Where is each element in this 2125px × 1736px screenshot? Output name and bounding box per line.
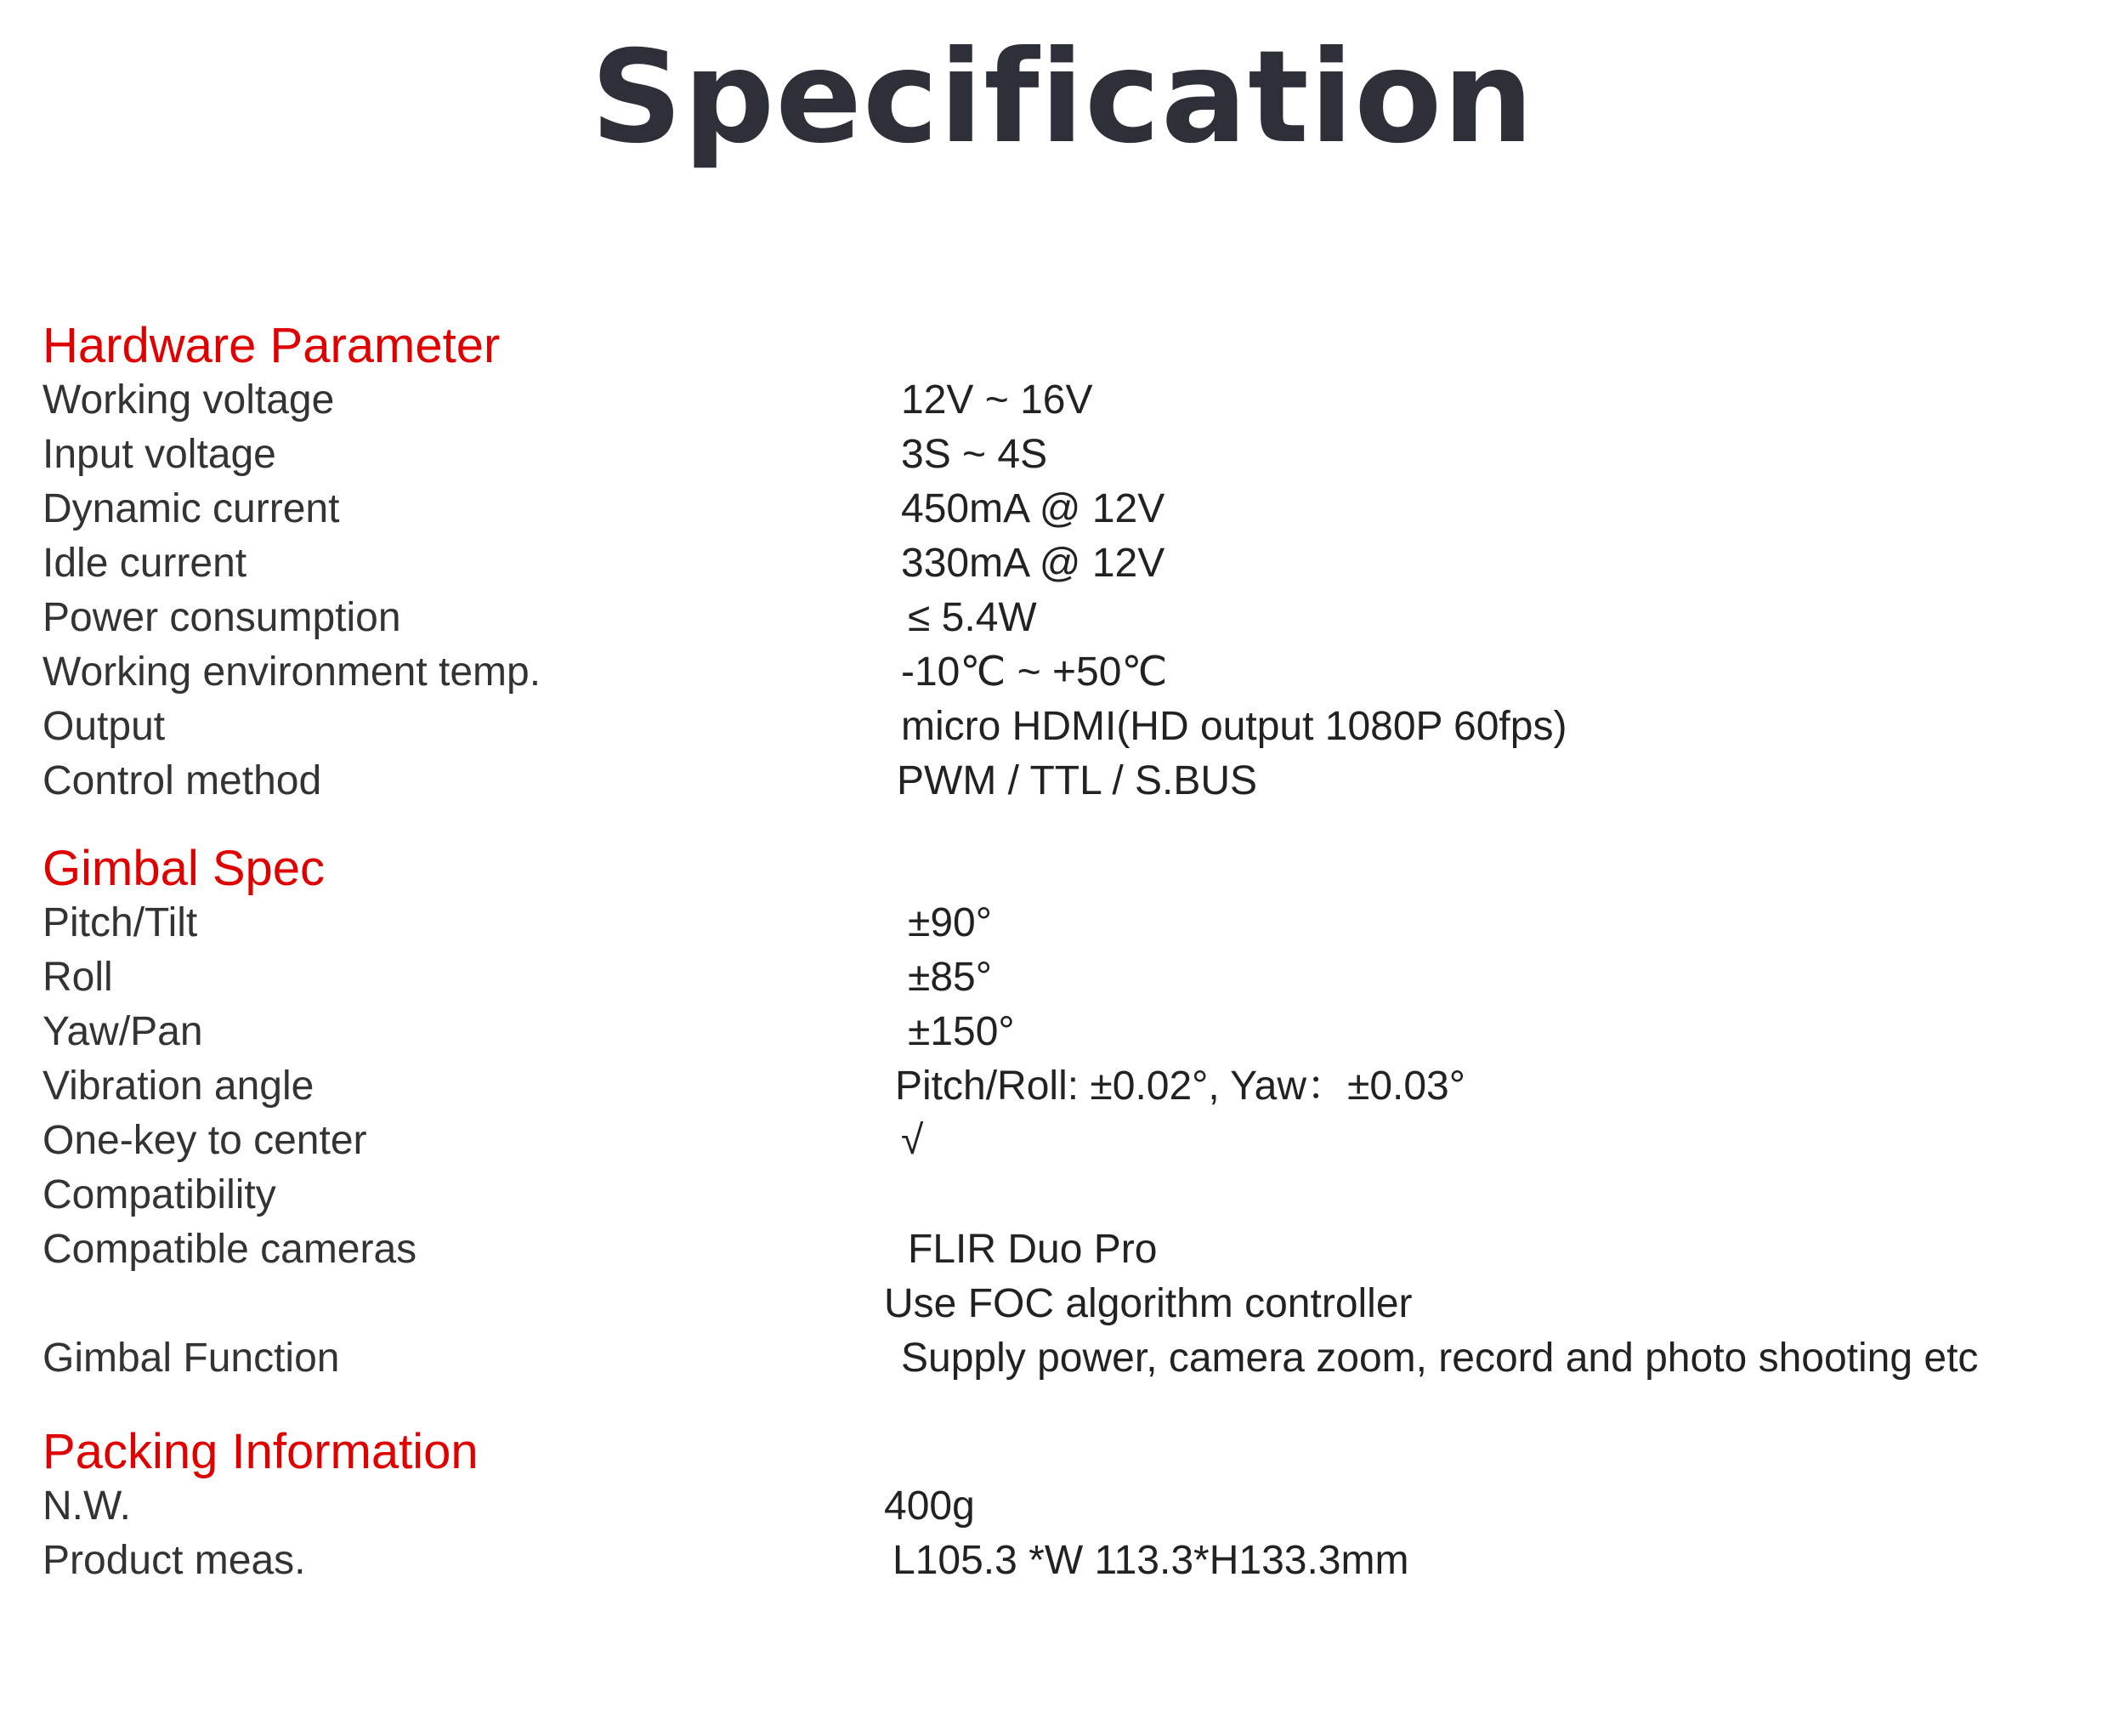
spec-value: ±90° <box>908 900 992 945</box>
spec-label: Pitch/Tilt <box>42 900 198 945</box>
spec-value: micro HDMI(HD output 1080P 60fps) <box>901 704 1567 749</box>
spec-label: Yaw/Pan <box>42 1009 203 1054</box>
spec-row-product-measurements <box>42 1534 2082 1588</box>
page-title: Specification <box>590 24 1535 172</box>
spec-row-dynamic-current <box>42 482 2082 536</box>
spec-value: Pitch/Roll: ±0.02°, Yaw：±0.03° <box>895 1064 1465 1109</box>
spec-row-net-weight <box>42 1479 2082 1534</box>
spec-row-vibration-angle <box>42 1059 2082 1114</box>
section-gimbal-spec <box>42 842 2082 1386</box>
spec-row-one-key-to-center <box>42 1114 2082 1168</box>
spec-value: 3S ~ 4S <box>901 432 1048 477</box>
spec-label: Dynamic current <box>42 486 340 531</box>
spec-label: Gimbal Function <box>42 1336 340 1381</box>
spec-row-control-method <box>42 754 2082 808</box>
spec-value: ±85° <box>908 955 992 1000</box>
spec-value: Supply power, camera zoom, record and photo shooting etc <box>901 1336 1979 1381</box>
spec-row-idle-current <box>42 536 2082 591</box>
spec-label: Idle current <box>42 541 247 586</box>
section-heading: Gimbal Spec <box>42 841 326 896</box>
spec-label: One-key to center <box>42 1118 367 1163</box>
spec-row-yaw-pan <box>42 1005 2082 1059</box>
spec-label: Output <box>42 704 166 749</box>
section-hardware-parameter <box>42 319 2082 808</box>
spec-label: Compatibility <box>42 1172 276 1217</box>
spec-value: √ <box>901 1118 924 1163</box>
spec-row-working-voltage <box>42 373 2082 428</box>
spec-value: ≤ 5.4W <box>908 595 1037 640</box>
spec-value: PWM / TTL / S.BUS <box>897 758 1258 803</box>
spec-value: L105.3 *W 113.3*H133.3mm <box>892 1538 1409 1583</box>
spec-row-roll <box>42 950 2082 1005</box>
spec-row-gimbal-function <box>42 1331 2082 1386</box>
spec-row-compatible-cameras <box>42 1223 2082 1277</box>
spec-value: 450mA @ 12V <box>901 486 1165 531</box>
spec-label: Product meas. <box>42 1538 306 1583</box>
spec-row-compatibility <box>42 1168 2082 1223</box>
spec-label: N.W. <box>42 1484 131 1529</box>
spec-value: 330mA @ 12V <box>901 541 1165 586</box>
spec-value: Use FOC algorithm controller <box>884 1281 1413 1326</box>
spec-label: Compatible cameras <box>42 1227 417 1272</box>
spec-label: Roll <box>42 955 113 1000</box>
spec-row-working-environment-temp <box>42 645 2082 700</box>
spec-label: Power consumption <box>42 595 401 640</box>
section-packing-information <box>42 1425 2082 1588</box>
spec-value: FLIR Duo Pro <box>908 1227 1158 1272</box>
section-heading: Hardware Parameter <box>42 318 501 373</box>
spec-row-pitch-tilt <box>42 896 2082 950</box>
spec-value: -10℃ ~ +50℃ <box>901 650 1168 695</box>
spec-value: 400g <box>884 1484 975 1529</box>
spec-row-foc-controller <box>42 1277 2082 1331</box>
section-heading: Packing Information <box>42 1424 479 1479</box>
spec-value: ±150° <box>908 1009 1015 1054</box>
spec-label: Working environment temp. <box>42 650 541 695</box>
spec-label: Input voltage <box>42 432 276 477</box>
spec-row-input-voltage <box>42 428 2082 482</box>
spec-label: Control method <box>42 758 322 803</box>
spec-label: Vibration angle <box>42 1064 314 1109</box>
spec-label: Working voltage <box>42 377 335 423</box>
spec-row-output <box>42 700 2082 754</box>
spec-value: 12V ~ 16V <box>901 377 1093 423</box>
spec-row-power-consumption <box>42 591 2082 645</box>
